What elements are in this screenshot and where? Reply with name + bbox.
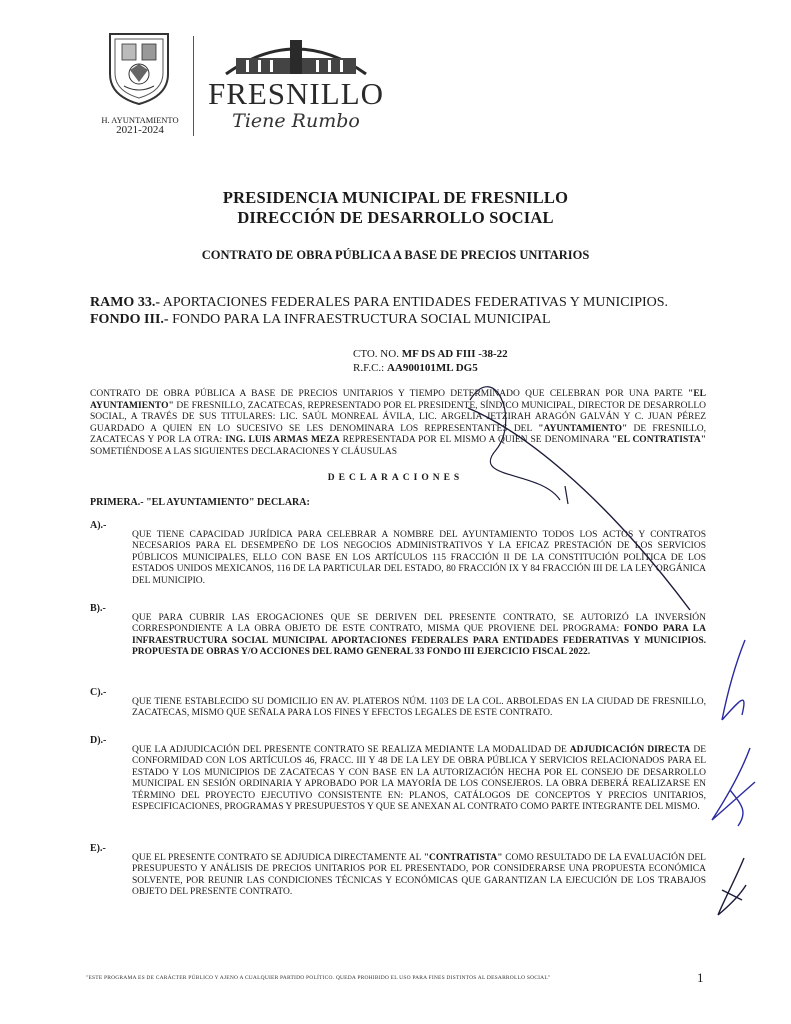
- clause-e-text-1: QUE EL PRESENTE CONTRATO SE ADJUDICA DIRECTAMENTE AL: [132, 853, 424, 863]
- clause-b-bold: FONDO PARA LA INFRAESTRUCTURA SOCIAL MUNICIPAL APORTACIONES FEDERALES PARA ENTIDADES FEDERATIVAS Y MUNICIPIOS. PROPUESTA DE OBRAS Y/O ACCIONES DEL RAMO GENERAL 33 FONDO III EJERCICIO FISCAL 2022.: [132, 624, 707, 658]
- ramo-fondo-block: [90, 294, 730, 328]
- ramo-text: APORTACIONES FEDERALES PARA ENTIDADES FEDERATIVAS Y MUNICIPIOS.: [160, 295, 669, 310]
- footer-disclaimer: "ESTE PROGRAMA ES DE CARÁCTER PÚBLICO Y AJENO A CUALQUIER PARTIDO POLÍTICO. QUEDA PROHIBIDO EL USO PARA FINES DISTINTOS AL DESARROLLO SOCIAL": [86, 975, 551, 981]
- contract-ids: [353, 347, 508, 375]
- initial-mark: [565, 486, 568, 504]
- fondo-label: FONDO III.-: [90, 312, 169, 327]
- fondo-text: FONDO PARA LA INFRAESTRUCTURA SOCIAL MUNICIPAL: [168, 312, 551, 327]
- clause-d-bold: ADJUDICACIÓN DIRECTA: [569, 745, 691, 755]
- clause-e-label: E).-: [90, 843, 106, 854]
- signature-3-icon: [718, 858, 746, 915]
- clause-b-text-1: QUE PARA CUBRIR LAS EROGACIONES QUE SE DERIVEN DEL PRESENTE CONTRATO, SE AUTORIZÓ LA INVERSIÓN CORRESPONDIENTE A LA OBRA OBJETO DE ESTE CONTRATO, MISMA QUE PROVIENE DEL PROGRAMA:: [132, 613, 706, 635]
- ayuntamiento-label: [98, 115, 182, 135]
- ayuntamiento-period: 2021-2024: [116, 124, 164, 136]
- page-number: 1: [697, 970, 704, 985]
- header-divider: [193, 36, 194, 136]
- intro-text-4: REPRESENTADA POR EL MISMO A QUIEN SE DENOMINARA: [339, 435, 613, 446]
- clause-d-label: D).-: [90, 735, 107, 746]
- cto-label: CTO. NO.: [353, 348, 402, 360]
- signature-1-icon: [722, 640, 745, 720]
- building-skyline-icon: [206, 30, 386, 78]
- intro-text-1: CONTRATO DE OBRA PÚBLICA A BASE DE PRECIOS UNITARIOS Y TIEMPO DETERMINADO QUE CELEBRAN POR UNA PARTE: [90, 389, 689, 399]
- header-logos: [98, 30, 398, 140]
- ramo-line: [90, 294, 730, 311]
- clause-a-text: [132, 530, 706, 587]
- ayuntamiento-text: H. AYUNTAMIENTO: [101, 115, 179, 125]
- ramo-label: RAMO 33.-: [90, 295, 160, 310]
- clause-d-text-1: QUE LA ADJUDICACIÓN DEL PRESENTE CONTRATO SE REALIZA MEDIANTE LA MODALIDAD DE: [132, 745, 570, 755]
- brand-tagline: Tiene Rumbo: [232, 110, 360, 132]
- signature-2-icon: [712, 748, 755, 826]
- clause-a-text-1: QUE TIENE CAPACIDAD JURÍDICA PARA CELEBRAR A NOMBRE DEL AYUNTAMIENTO TODOS LOS ACTOS Y CONTRATOS NECESARIOS PARA EL DESEMPEÑO DE LOS NEGOCIOS ADMINISTRATIVOS Y LA EFICAZ PRESTACIÓN DE LOS SERVICIOS PÚBLICOS MUNICIPALES, ELLO CON BASE EN LOS ARTÍCULOS 115 FRACCIÓN II DE LA CONSTITUCIÓN POLÍTICA DE LOS ESTADOS UNIDOS MEXICANOS, 116 DE LA PARTICULAR DEL ESTADO, 80 FRACCIÓN IX Y 84 FRACCIÓN III DE LA LEY ORGÁNICA DEL MUNICIPIO.: [132, 530, 706, 586]
- clause-d-text-2: DE CONFORMIDAD CON LOS ARTÍCULOS 46, FRACC. III Y 48 DE LA LEY DE OBRA PÚBLICA Y SERVICIOS RELACIONADOS PARA EL ESTADO Y LOS MUNICIPIOS DE ZACATECAS Y CON BASE EN LA AUTORIZACIÓN HECHA POR EL CONSEJO DE DESARROLLO MUNICIPAL EN SESIÓN ORDINARIA Y APROBADO POR LA MAYORÍA DE LOS CONSEJEROS. LA OBRA DEBERÁ REALIZARSE EN TÉRMINO DEL PROYECTO EJECUTIVO CONSISTENTE EN: PLANOS, CATÁLOGOS DE CONCEPTOS Y PRECIOS UNITARIOS, ESPECIFICACIONES, PROGRAMAS Y PRESUPUESTOS Y QUE SE ANEXAN AL CONTRATO COMO PARTE INTEGRANTE DEL MISMO.: [132, 745, 707, 813]
- fresnillo-brand-logo: [206, 30, 386, 140]
- clause-e-bold: "CONTRATISTA": [423, 853, 503, 863]
- intro-text-5: SOMETIÉNDOSE A LAS SIGUIENTES DECLARACIONES Y CLÁUSULAS: [90, 446, 398, 457]
- clause-c-label: C).-: [90, 687, 107, 698]
- intro-paragraph: [90, 389, 706, 459]
- clause-e-text-2: COMO RESULTADO DE LA EVALUACIÓN DEL PRESUPUESTO Y ANÁLISIS DE PRECIOS UNITARIOS POR EL PRESENTADO, POR CONSIDERARSE UNA PROPUESTA ECONÓMICA SOLVENTE, POR REUNIR LAS CONDICIONES TÉCNICAS Y ECONÓMICAS QUE GARANTIZAN LA EJECUCIÓN DE LOS TRABAJOS OBJETO DEL PRESENTE CONTRATO.: [132, 853, 706, 898]
- clause-a-label: A).-: [90, 520, 107, 531]
- fondo-line: [90, 311, 730, 328]
- rfc-value: AA900101ML DG5: [386, 362, 478, 374]
- clause-d-text: [132, 745, 706, 813]
- clause-b-label: B).-: [90, 603, 106, 614]
- clause-b-text: [132, 613, 706, 659]
- brand-name: FRESNILLO: [207, 76, 385, 111]
- title-direccion: DIRECCIÓN DE DESARROLLO SOCIAL: [237, 208, 554, 227]
- rfc-label: R.F.C.:: [353, 362, 387, 374]
- cto-value: MF DS AD FIII -38-22: [401, 348, 508, 360]
- clause-c-text: [132, 697, 706, 720]
- contract-number-line: [353, 347, 508, 361]
- clause-c-text-1: QUE TIENE ESTABLECIDO SU DOMICILIO EN AV. PLATEROS NÚM. 1103 DE LA COL. ARBOLEDAS EN LA CIUDAD DE FRESNILLO, ZACATECAS, MISMO QUE SEÑALA PARA LOS FINES Y EFECTOS LEGALES DE ESTE CONTRATO.: [132, 697, 706, 719]
- intro-text-3: DE FRESNILLO, ZACATECAS Y POR LA OTRA:: [90, 423, 706, 446]
- rfc-line: [353, 361, 508, 375]
- intro-text-2: DE FRESNILLO, ZACATECAS, REPRESENTADO POR EL PRESIDENTE, SÍNDICO MUNICIPAL, DIRECTOR DE DESARROLLO SOCIAL, A TRAVÉS DE SUS TITULARES: LIC. SAÚL MONREAL ÁVILA, LIC. ARGELIA JETZIRAH ARAGÓN GALVÁN Y C. JUAN PÉREZ GUARDADO A QUIEN EN LO SUCESIVO SE LES DENOMINARA LOS REPRESENTANTES DEL: [90, 400, 706, 434]
- intro-bold-1: "EL AYUNTAMIENTO": [90, 389, 706, 411]
- title-presidencia: PRESIDENCIA MUNICIPAL DE FRESNILLO: [222, 188, 569, 207]
- document-titles: [0, 188, 791, 228]
- intro-bold-3: ING. LUIS ARMAS MEZA: [225, 435, 340, 446]
- contract-type-title: CONTRATO DE OBRA PÚBLICA A BASE DE PRECIOS UNITARIOS: [201, 248, 590, 262]
- declaraciones-heading: DECLARACIONES: [327, 473, 464, 483]
- intro-bold-2: "AYUNTAMIENTO": [538, 423, 628, 434]
- intro-bold-4: "EL CONTRATISTA": [612, 435, 706, 446]
- municipal-seal-icon: [104, 30, 174, 106]
- clause-e-text: [132, 853, 706, 899]
- primera-heading: PRIMERA.- "EL AYUNTAMIENTO" DECLARA:: [90, 497, 310, 508]
